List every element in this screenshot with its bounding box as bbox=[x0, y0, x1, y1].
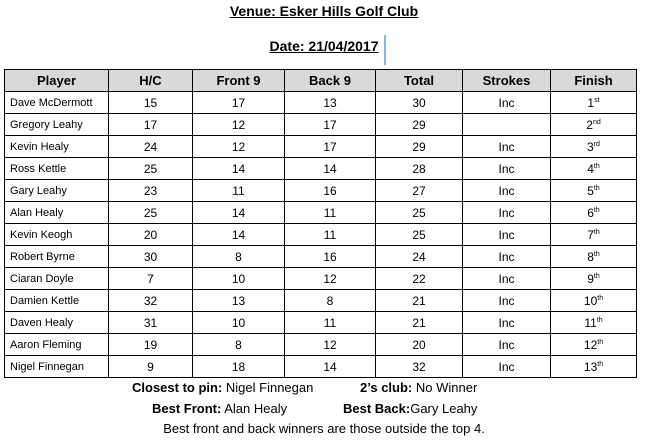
finish-ordinal-suffix: rd bbox=[593, 140, 600, 148]
finish-cell bbox=[551, 202, 637, 224]
table-row bbox=[5, 114, 637, 136]
front9-cell: 14 bbox=[193, 158, 285, 180]
finish-number: 11 bbox=[584, 315, 597, 330]
finish-number: 5 bbox=[587, 183, 594, 198]
back9-cell: 11 bbox=[285, 312, 376, 334]
twos-label: 2’s club: bbox=[360, 380, 413, 395]
finish-ordinal-suffix: th bbox=[593, 206, 600, 214]
table-row bbox=[5, 334, 637, 356]
strokes-cell: Inc bbox=[463, 356, 551, 378]
total-cell: 25 bbox=[376, 202, 463, 224]
finish-number: 3 bbox=[587, 139, 594, 154]
finish-number: 10 bbox=[583, 293, 598, 308]
finish-cell bbox=[551, 246, 637, 268]
col-header-total: Total bbox=[376, 70, 463, 92]
table-row bbox=[5, 136, 637, 158]
hc-cell: 19 bbox=[109, 334, 193, 356]
table-row bbox=[5, 268, 637, 290]
best-front-label: Best Front: bbox=[152, 401, 222, 416]
finish-ordinal-suffix: th bbox=[593, 184, 600, 192]
finish-ordinal-suffix: th bbox=[593, 228, 600, 236]
total-cell: 30 bbox=[376, 92, 463, 114]
hc-cell: 25 bbox=[109, 158, 193, 180]
finish-cell bbox=[551, 356, 637, 378]
player-cell: Gary Leahy bbox=[5, 180, 109, 202]
back9-cell: 11 bbox=[285, 202, 376, 224]
front9-cell: 14 bbox=[193, 202, 285, 224]
finish-cell bbox=[551, 224, 637, 246]
total-cell: 32 bbox=[376, 356, 463, 378]
finish-ordinal-suffix: th bbox=[593, 250, 600, 258]
strokes-cell: Inc bbox=[463, 246, 551, 268]
closest-label: Closest to pin: bbox=[132, 380, 223, 395]
table-row bbox=[5, 246, 637, 268]
best-front bbox=[152, 401, 287, 416]
back9-cell: 16 bbox=[285, 246, 376, 268]
finish-ordinal-suffix: th bbox=[593, 272, 600, 280]
back9-cell: 13 bbox=[285, 92, 376, 114]
front9-cell: 8 bbox=[193, 246, 285, 268]
col-header-hc: H/C bbox=[109, 70, 193, 92]
col-header-back9: Back 9 bbox=[285, 70, 376, 92]
finish-number: 13 bbox=[583, 359, 598, 374]
hc-cell: 9 bbox=[109, 356, 193, 378]
finish-cell bbox=[551, 180, 637, 202]
front9-cell: 13 bbox=[193, 290, 285, 312]
player-cell: Gregory Leahy bbox=[5, 114, 109, 136]
finish-cell bbox=[551, 312, 637, 334]
front9-cell: 17 bbox=[193, 92, 285, 114]
hc-cell: 31 bbox=[109, 312, 193, 334]
strokes-cell: Inc bbox=[463, 312, 551, 334]
back9-cell: 12 bbox=[285, 334, 376, 356]
finish-number: 4 bbox=[587, 161, 594, 176]
closest-to-pin bbox=[132, 380, 313, 395]
hc-cell: 24 bbox=[109, 136, 193, 158]
col-header-front9: Front 9 bbox=[193, 70, 285, 92]
strokes-cell bbox=[463, 114, 551, 136]
finish-number: 1 bbox=[587, 95, 595, 110]
best-back-label: Best Back: bbox=[343, 401, 411, 416]
total-cell: 27 bbox=[376, 180, 463, 202]
twos-club bbox=[360, 380, 477, 395]
back9-cell: 14 bbox=[285, 158, 376, 180]
finish-ordinal-suffix: th bbox=[593, 162, 600, 170]
front9-cell: 18 bbox=[193, 356, 285, 378]
finish-cell bbox=[551, 334, 637, 356]
date-title: Date: 21/04/2017 bbox=[269, 38, 379, 54]
finish-ordinal-suffix: st bbox=[594, 96, 600, 104]
total-cell: 28 bbox=[376, 158, 463, 180]
best-back bbox=[343, 401, 477, 416]
hc-cell: 23 bbox=[109, 180, 193, 202]
player-cell: Aaron Fleming bbox=[5, 334, 109, 356]
player-cell: Kevin Healy bbox=[5, 136, 109, 158]
table-row bbox=[5, 312, 637, 334]
col-header-player: Player bbox=[5, 70, 109, 92]
footer-note: Best front and back winners are those outside the top 4. bbox=[163, 421, 485, 436]
total-cell: 22 bbox=[376, 268, 463, 290]
total-cell: 24 bbox=[376, 246, 463, 268]
col-header-strokes: Strokes bbox=[463, 70, 551, 92]
finish-ordinal-suffix: th bbox=[597, 294, 604, 302]
front9-cell: 8 bbox=[193, 334, 285, 356]
player-cell: Daven Healy bbox=[5, 312, 109, 334]
front9-cell: 12 bbox=[193, 114, 285, 136]
strokes-cell: Inc bbox=[463, 224, 551, 246]
header-row bbox=[5, 70, 637, 92]
venue-title: Venue: Esker Hills Golf Club bbox=[229, 3, 419, 19]
front9-cell: 11 bbox=[193, 180, 285, 202]
finish-ordinal-suffix: th bbox=[597, 338, 604, 346]
total-cell: 20 bbox=[376, 334, 463, 356]
hc-cell: 30 bbox=[109, 246, 193, 268]
table-row bbox=[5, 92, 637, 114]
table-row bbox=[5, 290, 637, 312]
finish-number: 8 bbox=[587, 249, 594, 264]
table-row bbox=[5, 180, 637, 202]
finish-number: 9 bbox=[587, 271, 594, 286]
best-front-value: Alan Healy bbox=[221, 401, 288, 416]
finish-ordinal-suffix: th bbox=[597, 360, 604, 368]
player-cell: Dave McDermott bbox=[5, 92, 109, 114]
strokes-cell: Inc bbox=[463, 202, 551, 224]
table-row bbox=[5, 158, 637, 180]
hc-cell: 32 bbox=[109, 290, 193, 312]
table-row bbox=[5, 356, 637, 378]
finish-cell bbox=[551, 114, 637, 136]
front9-cell: 14 bbox=[193, 224, 285, 246]
strokes-cell: Inc bbox=[463, 136, 551, 158]
finish-cell bbox=[551, 92, 637, 114]
total-cell: 25 bbox=[376, 224, 463, 246]
finish-ordinal-suffix: th bbox=[596, 316, 603, 324]
col-header-finish: Finish bbox=[551, 70, 637, 92]
player-cell: Ciaran Doyle bbox=[5, 268, 109, 290]
strokes-cell: Inc bbox=[463, 334, 551, 356]
strokes-cell: Inc bbox=[463, 180, 551, 202]
total-cell: 21 bbox=[376, 312, 463, 334]
twos-value: No Winner bbox=[412, 380, 478, 395]
finish-number: 12 bbox=[583, 337, 598, 352]
back9-cell: 16 bbox=[285, 180, 376, 202]
total-cell: 29 bbox=[376, 136, 463, 158]
front9-cell: 10 bbox=[193, 268, 285, 290]
results-table bbox=[4, 69, 637, 378]
player-cell: Nigel Finnegan bbox=[5, 356, 109, 378]
finish-cell bbox=[551, 268, 637, 290]
finish-cell bbox=[551, 158, 637, 180]
player-cell: Alan Healy bbox=[5, 202, 109, 224]
front9-cell: 12 bbox=[193, 136, 285, 158]
table-row bbox=[5, 202, 637, 224]
hc-cell: 25 bbox=[109, 202, 193, 224]
back9-cell: 17 bbox=[285, 136, 376, 158]
back9-cell: 11 bbox=[285, 224, 376, 246]
hc-cell: 7 bbox=[109, 268, 193, 290]
hc-cell: 20 bbox=[109, 224, 193, 246]
finish-number: 6 bbox=[587, 205, 594, 220]
hc-cell: 17 bbox=[109, 114, 193, 136]
strokes-cell: Inc bbox=[463, 268, 551, 290]
finish-ordinal-suffix: nd bbox=[592, 118, 601, 126]
best-back-value: Gary Leahy bbox=[410, 401, 478, 416]
player-cell: Kevin Keogh bbox=[5, 224, 109, 246]
back9-cell: 14 bbox=[285, 356, 376, 378]
text-cursor bbox=[384, 35, 386, 65]
strokes-cell: Inc bbox=[463, 92, 551, 114]
player-cell: Ross Kettle bbox=[5, 158, 109, 180]
closest-value: Nigel Finnegan bbox=[222, 380, 314, 395]
finish-cell bbox=[551, 290, 637, 312]
hc-cell: 15 bbox=[109, 92, 193, 114]
finish-cell bbox=[551, 136, 637, 158]
back9-cell: 12 bbox=[285, 268, 376, 290]
player-cell: Robert Byrne bbox=[5, 246, 109, 268]
finish-number: 7 bbox=[587, 227, 594, 242]
back9-cell: 8 bbox=[285, 290, 376, 312]
finish-number: 2 bbox=[586, 117, 593, 132]
total-cell: 29 bbox=[376, 114, 463, 136]
back9-cell: 17 bbox=[285, 114, 376, 136]
front9-cell: 10 bbox=[193, 312, 285, 334]
strokes-cell: Inc bbox=[463, 158, 551, 180]
total-cell: 21 bbox=[376, 290, 463, 312]
table-row bbox=[5, 224, 637, 246]
strokes-cell: Inc bbox=[463, 290, 551, 312]
player-cell: Damien Kettle bbox=[5, 290, 109, 312]
